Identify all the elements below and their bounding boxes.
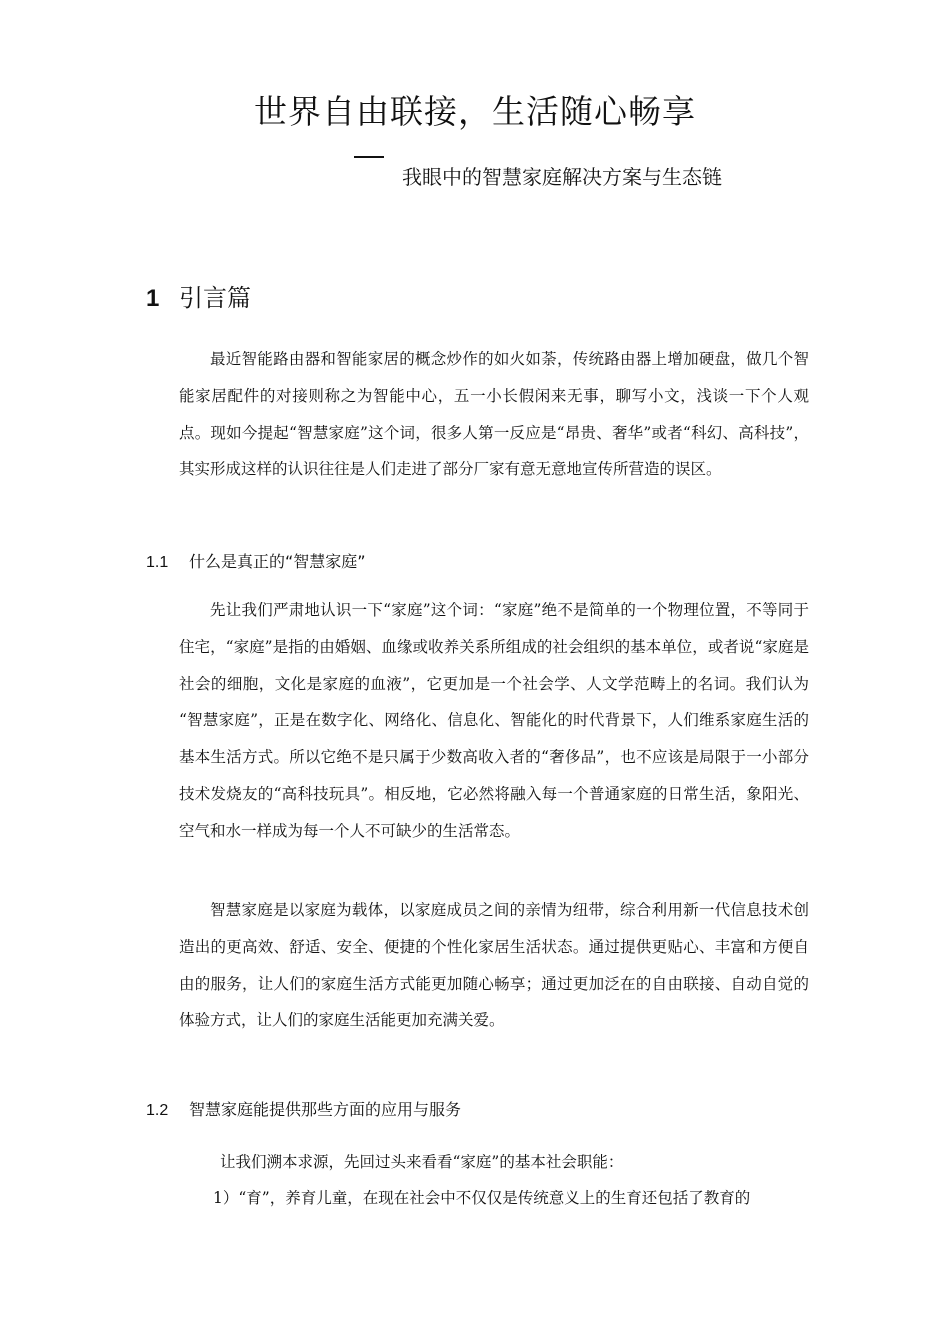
section-1-title: 引言篇 (179, 284, 251, 312)
section-1-2-title: 智慧家庭能提供那些方面的应用与服务 (189, 1100, 462, 1119)
document-title: 世界自由联接，生活随心畅享 (254, 92, 696, 131)
section-1-2-item-1: 1）“育”，养育儿童，在现在社会中不仅仅是传统意义上的生育还包括了教育的 (213, 1189, 751, 1207)
section-1-1-title: 什么是真正的“智慧家庭” (189, 552, 366, 571)
section-1-1-paragraph-1: 先让我们严肃地认识一下“家庭”这个词：“家庭”绝不是简单的一个物理位置，不等同于住宅，“家庭”是指的由婚姻、血缘或收养关系所组成的社会组织的基本单位，或者说“家庭是社会的细胞，文化是家庭的血液”，它更加是一个社会学、人文学范畴上的名词。我们认为 “智慧家庭”，正是在数字化、网络化、信息化、智能化的时代背景下，人们维系家庭生活的基本生活方式。所以它绝不是只属于少数高收入者的“奢侈品”，也不应该是局限于一小部分技术发烧友的“高科技玩具”。相反地，它必然将融入每一个普通家庭的日常生活，象阳光、空气和水一样成为每一个人不可缺少的生活常态。 (179, 601, 809, 840)
section-1-paragraph: 最近智能路由器和智能家居的概念炒作的如火如荼，传统路由器上增加硬盘，做几个智能家居配件的对接则称之为智能中心，五一小长假闲来无事，聊写小文，浅谈一下个人观点。现如今提起“智慧家庭”这个词，很多人第一反应是“昂贵、奢华”或者“科幻、高科技”，其实形成这样的认识往往是人们走进了部分厂家有意无意地宣传所营造的误区。 (179, 350, 809, 479)
section-1-1-heading (146, 549, 366, 572)
section-1-2-number: 1.2 (146, 1102, 169, 1119)
section-1-1-number: 1.1 (146, 554, 169, 571)
section-1-heading (146, 278, 251, 313)
section-1-1-paragraph-2: 智慧家庭是以家庭为载体，以家庭成员之间的亲情为纽带，综合利用新一代信息技术创造出的更高效、舒适、安全、便捷的个性化家居生活状态。通过提供更贴心、丰富和方便自由的服务，让人们的家庭生活方式能更加随心畅享；通过更加泛在的自由联接、自动自觉的体验方式，让人们的家庭生活能更加充满关爱。 (179, 901, 809, 1030)
section-1-number: 1 (146, 285, 160, 312)
subtitle-dash (354, 156, 384, 158)
section-1-2-intro: 让我们溯本求源，先回过头来看看“家庭”的基本社会职能： (220, 1153, 624, 1171)
section-1-2-heading (146, 1097, 461, 1120)
document-subtitle: 我眼中的智慧家庭解决方案与生态链 (402, 165, 722, 189)
